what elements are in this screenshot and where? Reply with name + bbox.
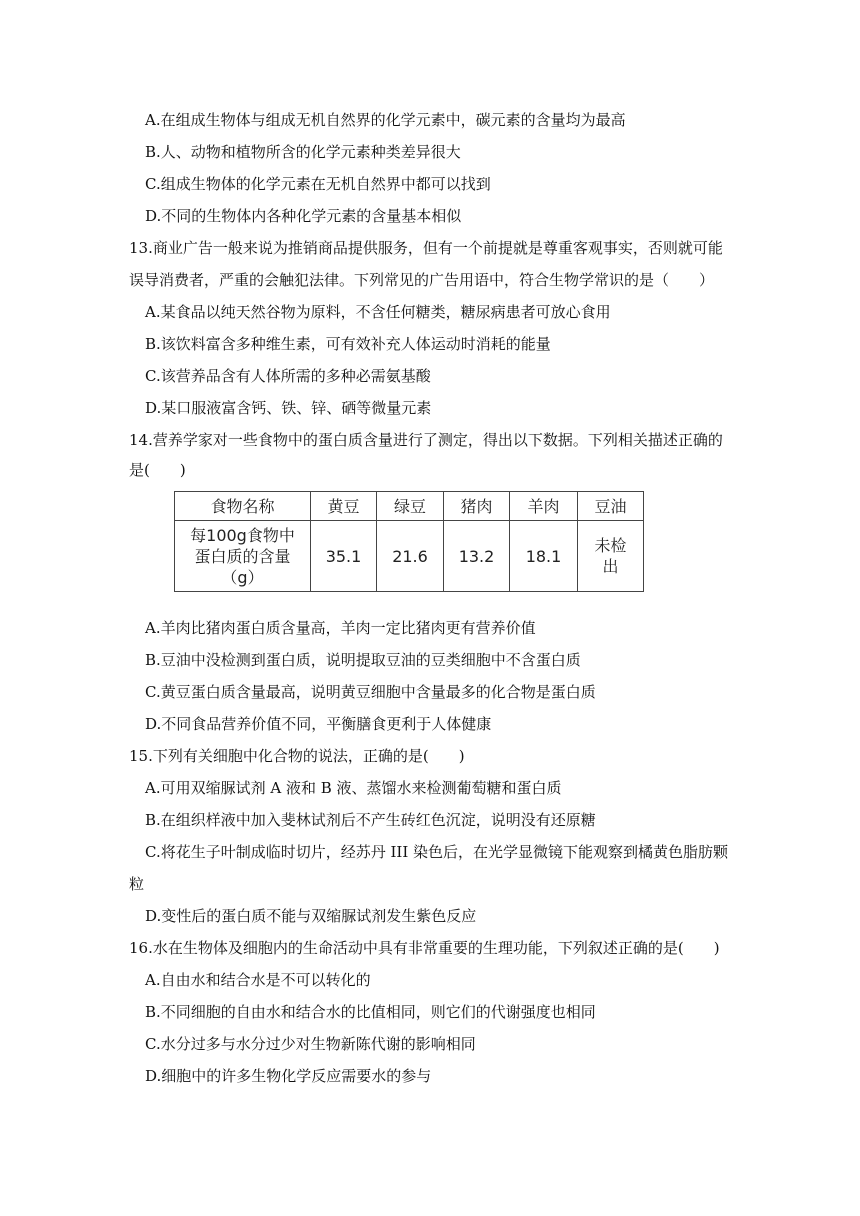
q16-option-b: B.不同细胞的自由水和结合水的比值相同，则它们的代谢强度也相同 — [145, 1003, 596, 1021]
table-row — [175, 521, 644, 592]
table-cell: 35.1 — [311, 521, 377, 592]
q13-option-a: A.某食品以纯天然谷物为原料，不含任何糖类，糖尿病患者可放心食用 — [145, 303, 611, 321]
protein-content-table — [174, 491, 644, 592]
row-label-line: 每100g食物中 — [190, 525, 295, 545]
q13-stem-line2: 误导消费者，严重的会触犯法律。下列常见的广告用语中，符合生物学常识的是（ ） — [129, 271, 715, 289]
q15-option-d: D.变性后的蛋白质不能与双缩脲试剂发生紫色反应 — [145, 907, 477, 925]
q15-option-c-wrap: 粒 — [129, 875, 145, 893]
q12-option-c: C.组成生物体的化学元素在无机自然界中都可以找到 — [145, 175, 491, 193]
q16-option-a: A.自由水和结合水是不可以转化的 — [145, 971, 371, 989]
table-header-cell: 羊肉 — [510, 492, 578, 521]
q13-stem-line1: 13.商业广告一般来说为推销商品提供服务，但有一个前提就是尊重客观事实，否则就可能 — [129, 239, 723, 257]
q14-stem-line2: 是( ) — [129, 461, 186, 479]
table-row-label — [175, 521, 311, 592]
q16-stem: 16.水在生物体及细胞内的生命活动中具有非常重要的生理功能，下列叙述正确的是( ) — [129, 939, 720, 957]
cell-line: 未检 — [594, 536, 627, 555]
table-header-cell: 黄豆 — [311, 492, 377, 521]
q13-option-d: D.某口服液富含钙、铁、锌、硒等微量元素 — [145, 399, 432, 417]
q13-option-c: C.该营养品含有人体所需的多种必需氨基酸 — [145, 367, 431, 385]
q14-option-b: B.豆油中没检测到蛋白质，说明提取豆油的豆类细胞中不含蛋白质 — [145, 651, 581, 669]
q16-option-c: C.水分过多与水分过少对生物新陈代谢的影响相同 — [145, 1035, 476, 1053]
q12-option-b: B.人、动物和植物所含的化学元素种类差异很大 — [145, 143, 461, 161]
table-header-cell: 食物名称 — [175, 492, 311, 521]
table-cell: 13.2 — [444, 521, 510, 592]
q16-option-d: D.细胞中的许多生物化学反应需要水的参与 — [145, 1067, 432, 1085]
table-cell: 18.1 — [510, 521, 578, 592]
q12-option-a: A.在组成生物体与组成无机自然界的化学元素中，碳元素的含量均为最高 — [145, 111, 626, 129]
q12-option-d: D.不同的生物体内各种化学元素的含量基本相似 — [145, 207, 462, 225]
q13-option-b: B.该饮料富含多种维生素，可有效补充人体运动时消耗的能量 — [145, 335, 551, 353]
q14-stem-line1: 14.营养学家对一些食物中的蛋白质含量进行了测定，得出以下数据。下列相关描述正确的 — [129, 431, 723, 449]
table-cell: 21.6 — [377, 521, 444, 592]
table-cell — [578, 521, 644, 592]
cell-line: 出 — [602, 557, 619, 576]
q15-stem: 15.下列有关细胞中化合物的说法，正确的是( ) — [129, 747, 465, 765]
row-label-line: 蛋白质的含量 — [194, 546, 291, 566]
q14-option-c: C.黄豆蛋白质含量最高，说明黄豆细胞中含量最多的化合物是蛋白质 — [145, 683, 596, 701]
table-header-cell: 猪肉 — [444, 492, 510, 521]
table-header-cell: 豆油 — [578, 492, 644, 521]
row-label-line: （g） — [221, 567, 264, 587]
table-header-row — [175, 492, 644, 521]
q15-option-c: C.将花生子叶制成临时切片，经苏丹 III 染色后，在光学显微镜下能观察到橘黄色脂肪颗 — [145, 843, 729, 861]
q14-option-d: D.不同食品营养价值不同，平衡膳食更利于人体健康 — [145, 715, 492, 733]
q14-option-a: A.羊肉比猪肉蛋白质含量高，羊肉一定比猪肉更有营养价值 — [145, 619, 536, 637]
q15-option-b: B.在组织样液中加入斐林试剂后不产生砖红色沉淀，说明没有还原糖 — [145, 811, 596, 829]
q15-option-a: A.可用双缩脲试剂 A 液和 B 液、蒸馏水来检测葡萄糖和蛋白质 — [145, 779, 562, 797]
table-header-cell: 绿豆 — [377, 492, 444, 521]
